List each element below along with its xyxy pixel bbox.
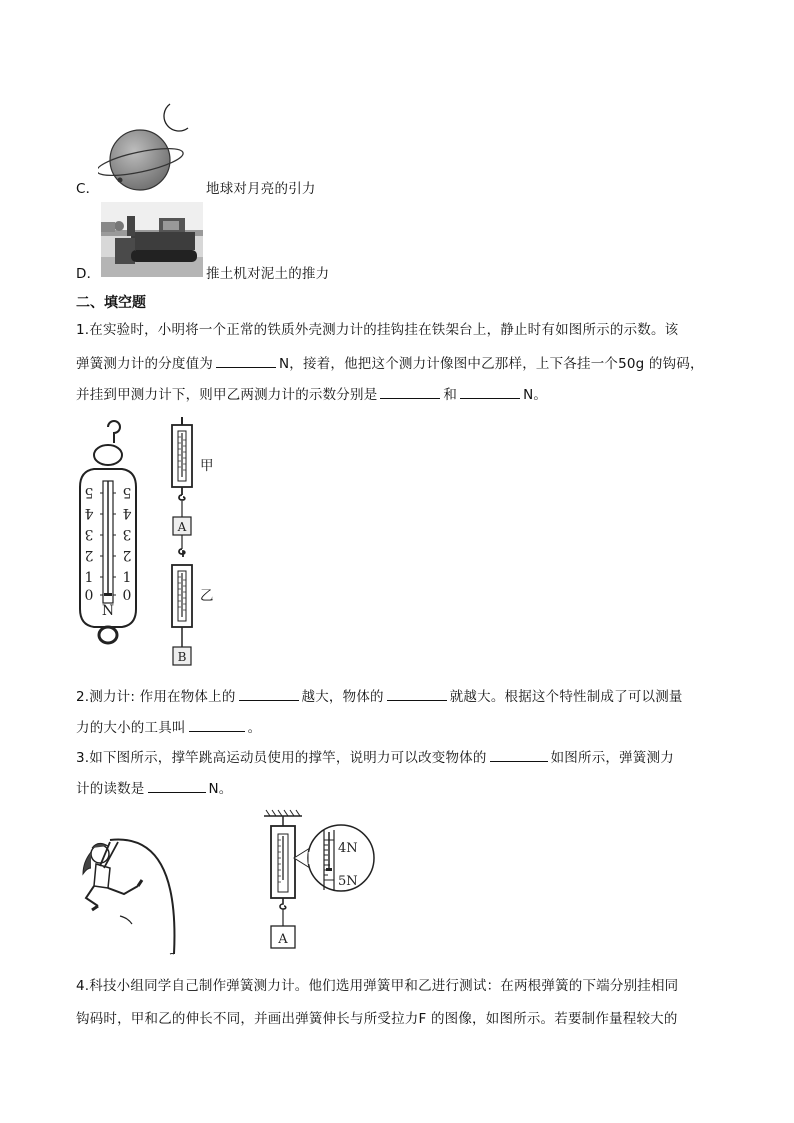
section-heading: 二、填空题 <box>76 295 146 311</box>
q3-blank-1[interactable] <box>490 747 548 762</box>
q2-line2b: 。 <box>247 720 262 736</box>
option-c <box>76 179 99 199</box>
q1-line2 <box>76 353 704 374</box>
q2-line2a: 力的大小的工具叫 <box>76 720 186 736</box>
q1-line3c: N。 <box>523 387 548 403</box>
q3-line2a: 计的读数是 <box>76 781 145 797</box>
q3-line1 <box>76 747 674 768</box>
q1-line3a: 并挂到甲测力计下，则甲乙两测力计的示数分别是 <box>76 387 378 403</box>
q1-scale-right-5: 5 <box>122 484 132 500</box>
q1-scale-left-1: 1 <box>84 570 94 586</box>
q1-block-b: B <box>177 650 187 664</box>
bulldozer-photo <box>101 202 203 277</box>
q2-line2 <box>76 717 261 738</box>
q2-blank-3[interactable] <box>189 717 245 732</box>
q1-line2b: N，接着，他把这个测力计像图中乙那样，上下各挂一个50g 的钩码， <box>279 356 704 372</box>
q2-line1a: 2.测力计: 作用在物体上的 <box>76 689 236 705</box>
q1-blank-3[interactable] <box>460 384 520 399</box>
option-c-text: 地球对月亮的引力 <box>206 181 316 197</box>
q1-scale-right-4: 4 <box>122 505 132 521</box>
q2-line1c: 就越大。根据这个特性制成了可以测量 <box>449 689 683 705</box>
q2-line1b: 越大，物体的 <box>301 689 384 705</box>
option-c-letter: C． <box>76 181 100 197</box>
q3-line1a: 3.如下图所示，撑竿跳高运动员使用的撑竿，说明力可以改变物体的 <box>76 750 487 766</box>
q1-blank-2[interactable] <box>380 384 440 399</box>
q1-scale-left-2: 2 <box>84 547 94 563</box>
q1-spring-scale-figure <box>70 415 230 670</box>
q1-line3 <box>76 384 547 405</box>
option-d-letter: D． <box>76 266 101 282</box>
q4-line2: 钩码时，甲和乙的伸长不同，并画出弹簧伸长与所受拉力F 的图像，如图所示。若要制作量程较大的 <box>76 1011 678 1027</box>
q1-label-yi: 乙 <box>200 588 214 604</box>
q1-unit-label: N <box>101 603 115 619</box>
q1-block-a: A <box>177 520 187 534</box>
q1-blank-1[interactable] <box>216 353 276 368</box>
q3-label-5n: 5N <box>338 874 358 889</box>
q1-scale-right-3: 3 <box>122 526 132 542</box>
option-d-text: 推土机对泥土的推力 <box>206 266 330 282</box>
q1-scale-left-3: 3 <box>84 526 94 542</box>
q1-scale-right-0: 0 <box>122 588 132 604</box>
q3-block-a: A <box>278 932 288 947</box>
q1-scale-left-4: 4 <box>84 505 94 521</box>
q1-line1: 1.在实验时，小明将一个正常的铁质外壳测力计的挂钩挂在铁架台上，静止时有如图所示的示数。该 <box>76 322 679 338</box>
q1-line2a: 弹簧测力计的分度值为 <box>76 356 213 372</box>
q3-spring-scale-figure <box>258 808 378 956</box>
q1-scale-left-5: 5 <box>84 484 94 500</box>
q1-scale-left-0: 0 <box>84 588 94 604</box>
q3-line2b: N。 <box>208 781 233 797</box>
q1-line3b: 和 <box>443 387 458 403</box>
planet-moon-figure <box>98 96 198 192</box>
q3-label-4n: 4N <box>338 841 358 856</box>
q4-line1: 4.科技小组同学自己制作弹簧测力计。他们选用弹簧甲和乙进行测试：在两根弹簧的下端分别挂相同 <box>76 978 679 994</box>
q3-line1b: 如图所示，弹簧测力 <box>550 750 674 766</box>
q1-scale-right-2: 2 <box>122 547 132 563</box>
q3-blank-2[interactable] <box>148 778 206 793</box>
q2-line1 <box>76 686 683 707</box>
q1-scale-right-1: 1 <box>122 570 132 586</box>
pole-vaulter-figure <box>70 830 200 958</box>
q2-blank-2[interactable] <box>387 686 447 701</box>
q3-line2 <box>76 778 233 799</box>
q1-label-jia: 甲 <box>200 458 214 474</box>
q2-blank-1[interactable] <box>239 686 299 701</box>
